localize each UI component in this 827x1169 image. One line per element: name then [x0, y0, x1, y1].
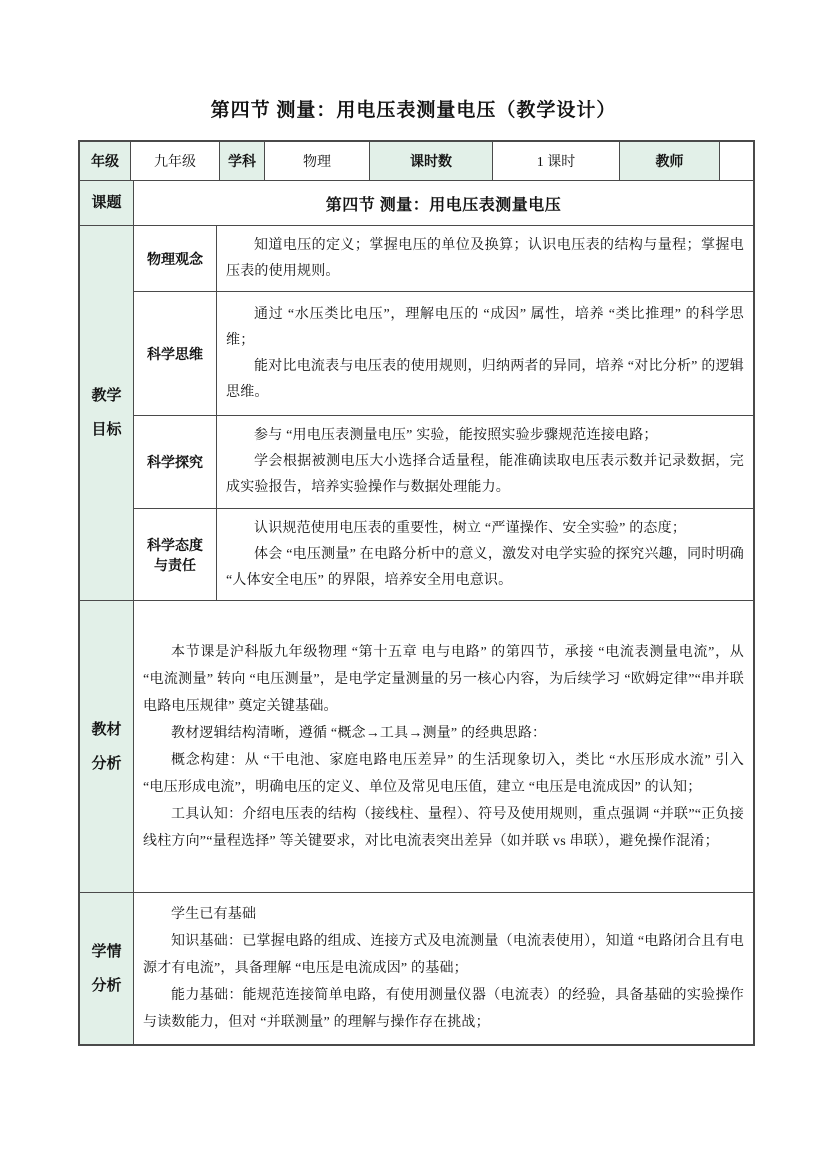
periods-label-cell: 课时数 — [369, 142, 492, 180]
objective-name: 科学态度与责任 — [147, 538, 203, 574]
paragraph: 体会 “电压测量” 在电路分析中的意义，激发对电学实验的探究兴趣，同时明确 “人体安全电压” 的界限，培养安全用电意识。 — [226, 546, 744, 588]
objective-name: 科学探究 — [147, 456, 203, 471]
grade-value-cell: 九年级 — [130, 142, 219, 180]
objective-text — [216, 226, 753, 291]
paragraph: 教材逻辑结构清晰，遵循 “概念→工具→测量” 的经典思路： — [171, 725, 547, 741]
paragraph: 通过 “水压类比电压”，理解电压的 “成因” 属性，培养 “类比推理” 的科学思维； — [226, 306, 744, 348]
objective-name: 科学思维 — [147, 347, 203, 363]
paragraph: 工具认知：介绍电压表的结构（接线柱、量程）、符号及使用规则，重点强调 “并联”“正负接线柱方向”“量程选择” 等关键要求，对比电流表突出差异（如并联 vs 串联），避免操作混淆； — [143, 806, 744, 849]
paragraph: 认识规范使用电压表的重要性，树立 “严谨操作、安全实验” 的态度； — [254, 520, 687, 536]
teacher-label-cell: 教师 — [619, 142, 719, 180]
paragraph: 知识基础：已掌握电路的组成、连接方式及电流测量（电流表使用），知道 “电路闭合且有电源才有电流”，具备理解 “电压是电流成因” 的基础； — [143, 934, 744, 976]
objective-text — [216, 416, 753, 508]
material-analysis-row — [80, 600, 753, 892]
lesson-plan-table — [78, 140, 755, 1046]
paragraph: 概念构建：从 “干电池、家庭电路电压差异” 的生活现象切入，类比 “水压形成水流” 引入 “电压形成电流”，明确电压的定义、单位及常见电压值，建立 “电压是电流成因” 的认知； — [143, 752, 744, 795]
topic-value-cell: 第四节 测量：用电压表测量电压 — [133, 181, 753, 225]
material-analysis-text — [133, 601, 753, 892]
learner-analysis-row — [80, 892, 753, 1044]
learner-analysis-label-cell — [80, 893, 133, 1044]
paragraph: 学会根据被测电压大小选择合适量程，能准确读取电压表示数并记录数据，完成实验报告，培养实验操作与数据处理能力。 — [226, 454, 744, 495]
objective-text — [216, 292, 753, 415]
subject-label-cell: 学科 — [219, 142, 264, 180]
paragraph: 能力基础：能规范连接简单电路，有使用测量仪器（电流表）的经验，具备基础的实验操作与读数能力，但对 “并联测量” 的理解与操作存在挑战； — [143, 988, 744, 1030]
paragraph: 能对比电流表与电压表的使用规则，归纳两者的异同，培养 “对比分析” 的逻辑思维。 — [226, 358, 744, 400]
info-row — [80, 142, 753, 180]
learner-analysis-label: 学情分析 — [91, 943, 122, 994]
objective-name: 物理观念 — [147, 252, 203, 268]
material-analysis-label-cell — [80, 601, 133, 892]
objectives-label: 教学目标 — [91, 388, 122, 438]
objective-subrow-scientific-inquiry — [134, 415, 753, 508]
teacher-value-cell — [719, 142, 753, 180]
paragraph: 本节课是沪科版九年级物理 “第十五章 电与电路” 的第四节，承接 “电流表测量电流”，从 “电流测量” 转向 “电压测量”，是电学定量测量的另一核心内容，为后续学习 “欧姆定律”“串并联电路电压规律” 奠定关键基础。 — [143, 644, 744, 714]
topic-label-cell — [80, 181, 133, 225]
paragraph: 知道电压的定义；掌握电压的单位及换算；认识电压表的结构与量程；掌握电压表的使用规则。 — [226, 237, 744, 279]
objective-subrow-scientific-thinking — [134, 291, 753, 415]
topic-row — [80, 180, 753, 225]
objectives-label-cell — [80, 226, 133, 600]
learner-analysis-text — [133, 893, 753, 1044]
objective-subrow-physics-concept — [134, 226, 753, 291]
material-analysis-label: 教材分析 — [91, 721, 122, 772]
subject-value-cell: 物理 — [264, 142, 369, 180]
objective-subrow-attitude-responsibility — [134, 508, 753, 600]
objective-text — [216, 509, 753, 600]
objectives-subtable — [133, 226, 753, 600]
grade-label-cell: 年级 — [80, 142, 130, 180]
paragraph: 学生已有基础 — [171, 907, 257, 922]
document-title: 第四节 测量：用电压表测量电压（教学设计） — [210, 100, 617, 121]
objectives-row — [80, 225, 753, 600]
periods-value-cell: 1 课时 — [492, 142, 619, 180]
paragraph: 参与 “用电压表测量电压” 实验，能按照实验步骤规范连接电路； — [254, 428, 658, 443]
topic-label: 课题 — [91, 195, 122, 211]
